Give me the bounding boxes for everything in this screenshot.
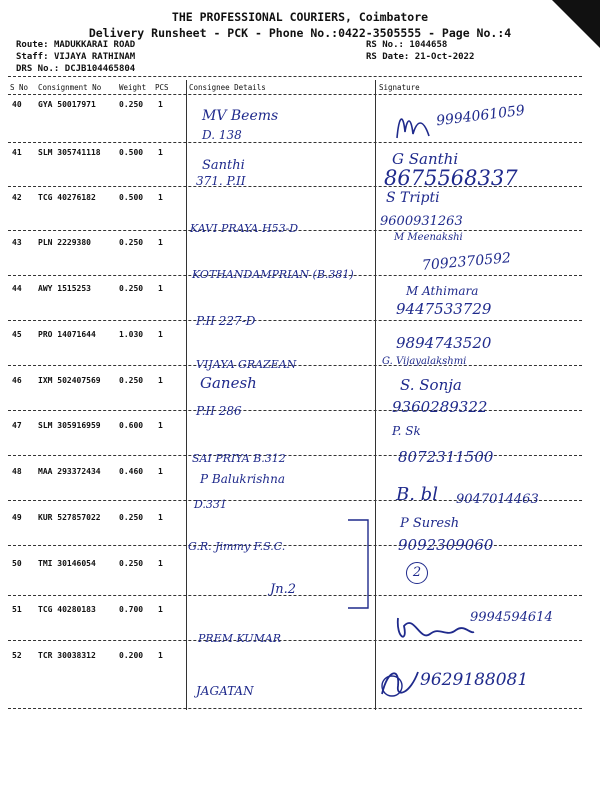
rs-date-label: RS Date: bbox=[366, 52, 410, 62]
row-pcs: 1 bbox=[158, 421, 163, 430]
signature-name: P. Sk bbox=[392, 424, 421, 438]
route-line bbox=[16, 40, 135, 50]
signature-column-divider bbox=[375, 80, 376, 710]
consignee-name: Jn.2 bbox=[270, 582, 296, 597]
signature-name: M Meenakshi bbox=[394, 232, 463, 243]
row-weight: 0.200 bbox=[119, 651, 144, 660]
row-sno: 40 bbox=[12, 100, 22, 109]
staff-line bbox=[16, 52, 135, 62]
rs-date-line bbox=[366, 52, 474, 62]
table-header-rule bbox=[8, 94, 582, 95]
drs-value: DCJB104465804 bbox=[64, 64, 136, 74]
signature-name: P Suresh bbox=[400, 516, 460, 531]
row-sno: 43 bbox=[12, 238, 22, 247]
col-header-pcs: PCS bbox=[155, 83, 169, 92]
signature-name: M Athimara bbox=[406, 284, 479, 298]
page-subtitle: Delivery Runsheet - PCK - Phone No.:0422-3505555 - Page No.:4 bbox=[88, 26, 512, 40]
row-pcs: 1 bbox=[158, 238, 163, 247]
page-title: THE PROFESSIONAL COURIERS, Coimbatore bbox=[171, 10, 429, 24]
signature-scribble bbox=[392, 608, 476, 652]
consignee-address: D. 138 bbox=[202, 128, 242, 142]
col-header-sno: S No bbox=[10, 83, 29, 92]
row-weight: 0.250 bbox=[119, 559, 144, 568]
table-bottom-rule bbox=[8, 708, 582, 709]
route-label: Route: bbox=[16, 40, 49, 50]
route-value: MADUKKARAI ROAD bbox=[53, 40, 136, 50]
row-pcs: 1 bbox=[158, 467, 163, 476]
row-sno: 46 bbox=[12, 376, 22, 385]
consignee-address: P.II 227-D bbox=[196, 314, 256, 328]
row-consignment: TCR 30038312 bbox=[38, 651, 96, 660]
consignee-name: Santhi bbox=[202, 158, 245, 173]
row-divider bbox=[8, 320, 582, 321]
row-divider bbox=[8, 142, 582, 143]
row-consignment: AWY 1515253 bbox=[38, 284, 91, 293]
row-weight: 0.250 bbox=[119, 284, 144, 293]
row-pcs: 1 bbox=[158, 284, 163, 293]
row-consignment: PRO 14071644 bbox=[38, 330, 96, 339]
consignee-name: JAGATAN bbox=[196, 684, 254, 698]
row-weight: 0.460 bbox=[119, 467, 144, 476]
bracket-mark bbox=[344, 518, 374, 612]
consignee-address: D.331 bbox=[194, 498, 227, 511]
row-sno: 51 bbox=[12, 605, 22, 614]
consignee-name: MV Beems bbox=[202, 108, 279, 124]
signature-phone: 9092309060 bbox=[398, 536, 494, 554]
signature-mark: 2 bbox=[406, 562, 428, 584]
row-consignment: TCG 40276182 bbox=[38, 193, 96, 202]
consignee-name: P Balukrishna bbox=[200, 472, 286, 486]
signature-phone: 9994594614 bbox=[470, 610, 553, 625]
row-pcs: 1 bbox=[158, 605, 163, 614]
signature-name: B. bl bbox=[396, 484, 438, 505]
signature-phone: 8072311500 bbox=[398, 448, 494, 466]
consignee-column-divider bbox=[186, 80, 187, 710]
row-sno: 50 bbox=[12, 559, 22, 568]
row-consignment: PLN 2229380 bbox=[38, 238, 91, 247]
signature-phone: 9600931263 bbox=[380, 214, 463, 229]
signature-name: S. Sonja bbox=[400, 376, 462, 394]
consignee-name: PREM KUMAR bbox=[198, 632, 282, 645]
signature-phone: 8675568337 bbox=[384, 166, 518, 190]
signature-name: G. Vijayalakshmi bbox=[382, 356, 467, 367]
row-divider bbox=[8, 455, 582, 456]
row-divider bbox=[8, 545, 582, 546]
row-pcs: 1 bbox=[158, 513, 163, 522]
consignee-name: KOTHANDAMPRIAN (B.381) bbox=[192, 268, 354, 281]
row-consignment: TMI 30146054 bbox=[38, 559, 96, 568]
row-weight: 0.600 bbox=[119, 421, 144, 430]
drs-line bbox=[16, 64, 135, 74]
staff-label: Staff: bbox=[16, 52, 49, 62]
row-consignment: KUR 527857022 bbox=[38, 513, 101, 522]
rs-date-value: 21-Oct-2022 bbox=[414, 52, 475, 62]
row-pcs: 1 bbox=[158, 651, 163, 660]
row-sno: 45 bbox=[12, 330, 22, 339]
row-weight: 0.700 bbox=[119, 605, 144, 614]
signature-phone: 9360289322 bbox=[392, 398, 488, 416]
row-sno: 44 bbox=[12, 284, 22, 293]
scan-corner-shadow bbox=[552, 0, 600, 48]
row-sno: 49 bbox=[12, 513, 22, 522]
row-weight: 0.500 bbox=[119, 148, 144, 157]
row-weight: 0.500 bbox=[119, 193, 144, 202]
consignee-address: P.II 286 bbox=[196, 404, 242, 418]
row-divider bbox=[8, 640, 582, 641]
signature-scribble bbox=[393, 108, 433, 142]
row-sno: 41 bbox=[12, 148, 22, 157]
row-weight: 0.250 bbox=[119, 100, 144, 109]
row-weight: 0.250 bbox=[119, 513, 144, 522]
signature-phone: 9447533729 bbox=[396, 300, 492, 318]
row-consignment: IXM 502407569 bbox=[38, 376, 101, 385]
row-pcs: 1 bbox=[158, 148, 163, 157]
row-consignment: SLM 305916959 bbox=[38, 421, 101, 430]
signature-phone: 9047014463 bbox=[456, 492, 539, 507]
row-pcs: 1 bbox=[158, 330, 163, 339]
row-consignment: GYA 50017971 bbox=[38, 100, 96, 109]
signature-name: G Santhi bbox=[392, 150, 459, 168]
row-consignment: SLM 305741118 bbox=[38, 148, 101, 157]
rs-no-value: 1044658 bbox=[409, 40, 448, 50]
row-sno: 47 bbox=[12, 421, 22, 430]
col-header-weight: Weight bbox=[119, 83, 147, 92]
col-header-signature: Signature bbox=[379, 83, 420, 92]
rs-no-label: RS No.: bbox=[366, 40, 404, 50]
signature-phone: 9894743520 bbox=[396, 334, 492, 352]
signature-phone: 9994061059 bbox=[435, 102, 526, 130]
staff-value: VIJAYA RATHINAM bbox=[53, 52, 136, 62]
row-sno: 42 bbox=[12, 193, 22, 202]
consignee-name: VIJAYA GRAZEAN bbox=[196, 358, 297, 371]
consignee-address: 371. P.II bbox=[196, 174, 246, 188]
row-pcs: 1 bbox=[158, 193, 163, 202]
signature-name: S Tripti bbox=[386, 190, 440, 206]
signature-scribble bbox=[378, 664, 422, 704]
consignee-name: Ganesh bbox=[200, 374, 257, 392]
rs-no-line bbox=[366, 40, 447, 50]
row-pcs: 1 bbox=[158, 376, 163, 385]
row-weight: 0.250 bbox=[119, 376, 144, 385]
row-sno: 52 bbox=[12, 651, 22, 660]
col-header-consignment: Consignment No bbox=[38, 83, 102, 92]
row-divider bbox=[8, 410, 582, 411]
consignee-name: SAI PRIYA B.312 bbox=[192, 452, 286, 465]
row-sno: 48 bbox=[12, 467, 22, 476]
row-pcs: 1 bbox=[158, 559, 163, 568]
row-weight: 0.250 bbox=[119, 238, 144, 247]
signature-phone: 9629188081 bbox=[420, 670, 529, 690]
consignee-name: KAVI PRAYA H53-D bbox=[190, 222, 299, 235]
row-consignment: MAA 293372434 bbox=[38, 467, 101, 476]
signature-phone: 7092370592 bbox=[421, 250, 512, 274]
col-header-consignee: Consignee Details bbox=[189, 83, 266, 92]
table-top-rule bbox=[8, 76, 582, 77]
row-pcs: 1 bbox=[158, 100, 163, 109]
row-weight: 1.030 bbox=[119, 330, 144, 339]
row-consignment: TCG 40280183 bbox=[38, 605, 96, 614]
drs-label: DRS No.: bbox=[16, 64, 60, 74]
consignee-name: G.R. Jimmy F.S.C. bbox=[188, 540, 286, 553]
